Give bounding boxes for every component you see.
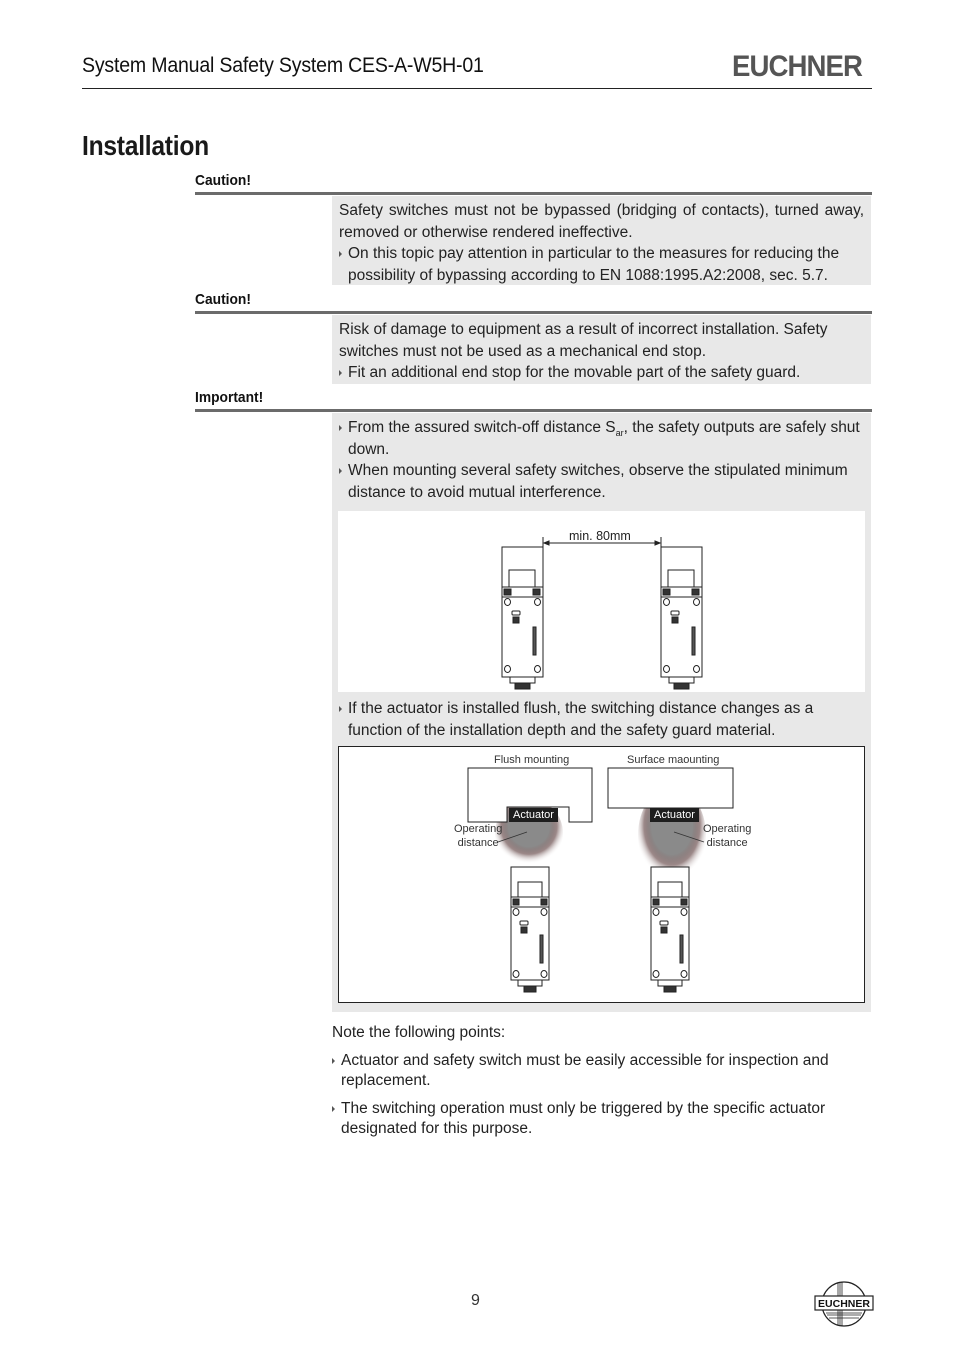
notice-bullet: When mounting several safety switches, observe the stipulated minimum distance to avoid mutual interference. bbox=[339, 460, 864, 503]
switch-spacing-drawing bbox=[338, 511, 868, 692]
notice-label-important: Important! bbox=[195, 389, 264, 406]
notice-paragraph: Risk of damage to equipment as a result of incorrect installation. Safety switches must not be used as a mechanical end stop. bbox=[339, 321, 828, 360]
notice-box-important bbox=[332, 413, 871, 1012]
bullet-arrow-icon bbox=[332, 1106, 335, 1112]
bullet-arrow-icon bbox=[339, 251, 342, 257]
safety-switch-left bbox=[502, 547, 543, 689]
safety-switch-flush bbox=[511, 867, 549, 992]
brand-logo: EUCHNER bbox=[732, 50, 863, 83]
notice-box-caution-1 bbox=[332, 196, 871, 285]
header-divider bbox=[82, 88, 872, 89]
section-title: Installation bbox=[82, 130, 209, 161]
notice-label-caution-2: Caution! bbox=[195, 291, 251, 308]
notice-bullet: Fit an additional end stop for the movable part of the safety guard. bbox=[339, 362, 864, 384]
surface-mounting-label: Surface maounting bbox=[627, 754, 720, 766]
safety-switch-surface bbox=[651, 867, 689, 992]
document-title: System Manual Safety System CES-A-W5H-01 bbox=[82, 54, 484, 77]
actuator-label-surface: Actuator bbox=[650, 808, 699, 822]
notice-bullet: On this topic pay attention in particular to the measures for reducing the possibility of bypassing according to EN 1088:1995.A2:2008, sec. 5.7. bbox=[339, 243, 864, 286]
notes-item: The switching operation must only be triggered by the specific actuator designated for this purpose. bbox=[332, 1099, 872, 1139]
notes-item: Actuator and safety switch must be easily accessible for inspection and replacement. bbox=[332, 1051, 872, 1091]
notice-bullet: From the assured switch-off distance $S_{ar}$, the safety outputs are safely shut down. bbox=[339, 417, 864, 460]
safety-switch-right bbox=[661, 547, 702, 689]
notice-paragraph: Safety switches must not be bypassed (bridging of contacts), turned away, removed or otherwise rendered ineffective. bbox=[339, 202, 864, 241]
notes-section bbox=[332, 1023, 872, 1147]
mounting-drawing bbox=[339, 747, 867, 1002]
bullet-arrow-icon bbox=[332, 1058, 335, 1064]
figure-mounting-types bbox=[338, 746, 865, 1003]
bullet-arrow-icon bbox=[339, 706, 342, 712]
euchner-emblem-icon bbox=[814, 1280, 874, 1333]
operating-distance-label-surface: Operating distance bbox=[703, 823, 752, 849]
notice-divider bbox=[195, 409, 872, 412]
notice-divider bbox=[195, 192, 872, 195]
bullet-arrow-icon bbox=[339, 370, 342, 376]
page-number: 9 bbox=[471, 1292, 480, 1309]
bullet-arrow-icon bbox=[339, 425, 342, 431]
notice-divider bbox=[195, 311, 872, 314]
notice-box-caution-2 bbox=[332, 315, 871, 384]
notice-label-caution-1: Caution! bbox=[195, 172, 251, 189]
flush-mounting-label: Flush mounting bbox=[494, 754, 570, 766]
figure-switch-spacing bbox=[338, 511, 865, 692]
notice-bullet: If the actuator is installed flush, the switching distance changes as a function of the installation depth and the safety guard material. bbox=[339, 698, 864, 741]
bullet-arrow-icon bbox=[339, 468, 342, 474]
notes-intro: Note the following points: bbox=[332, 1024, 506, 1041]
dimension-label: min. 80mm bbox=[569, 529, 631, 543]
svg-text:EUCHNER: EUCHNER bbox=[818, 1298, 870, 1310]
operating-distance-label-flush: Operating distance bbox=[454, 823, 503, 849]
actuator-label-flush: Actuator bbox=[509, 808, 558, 822]
